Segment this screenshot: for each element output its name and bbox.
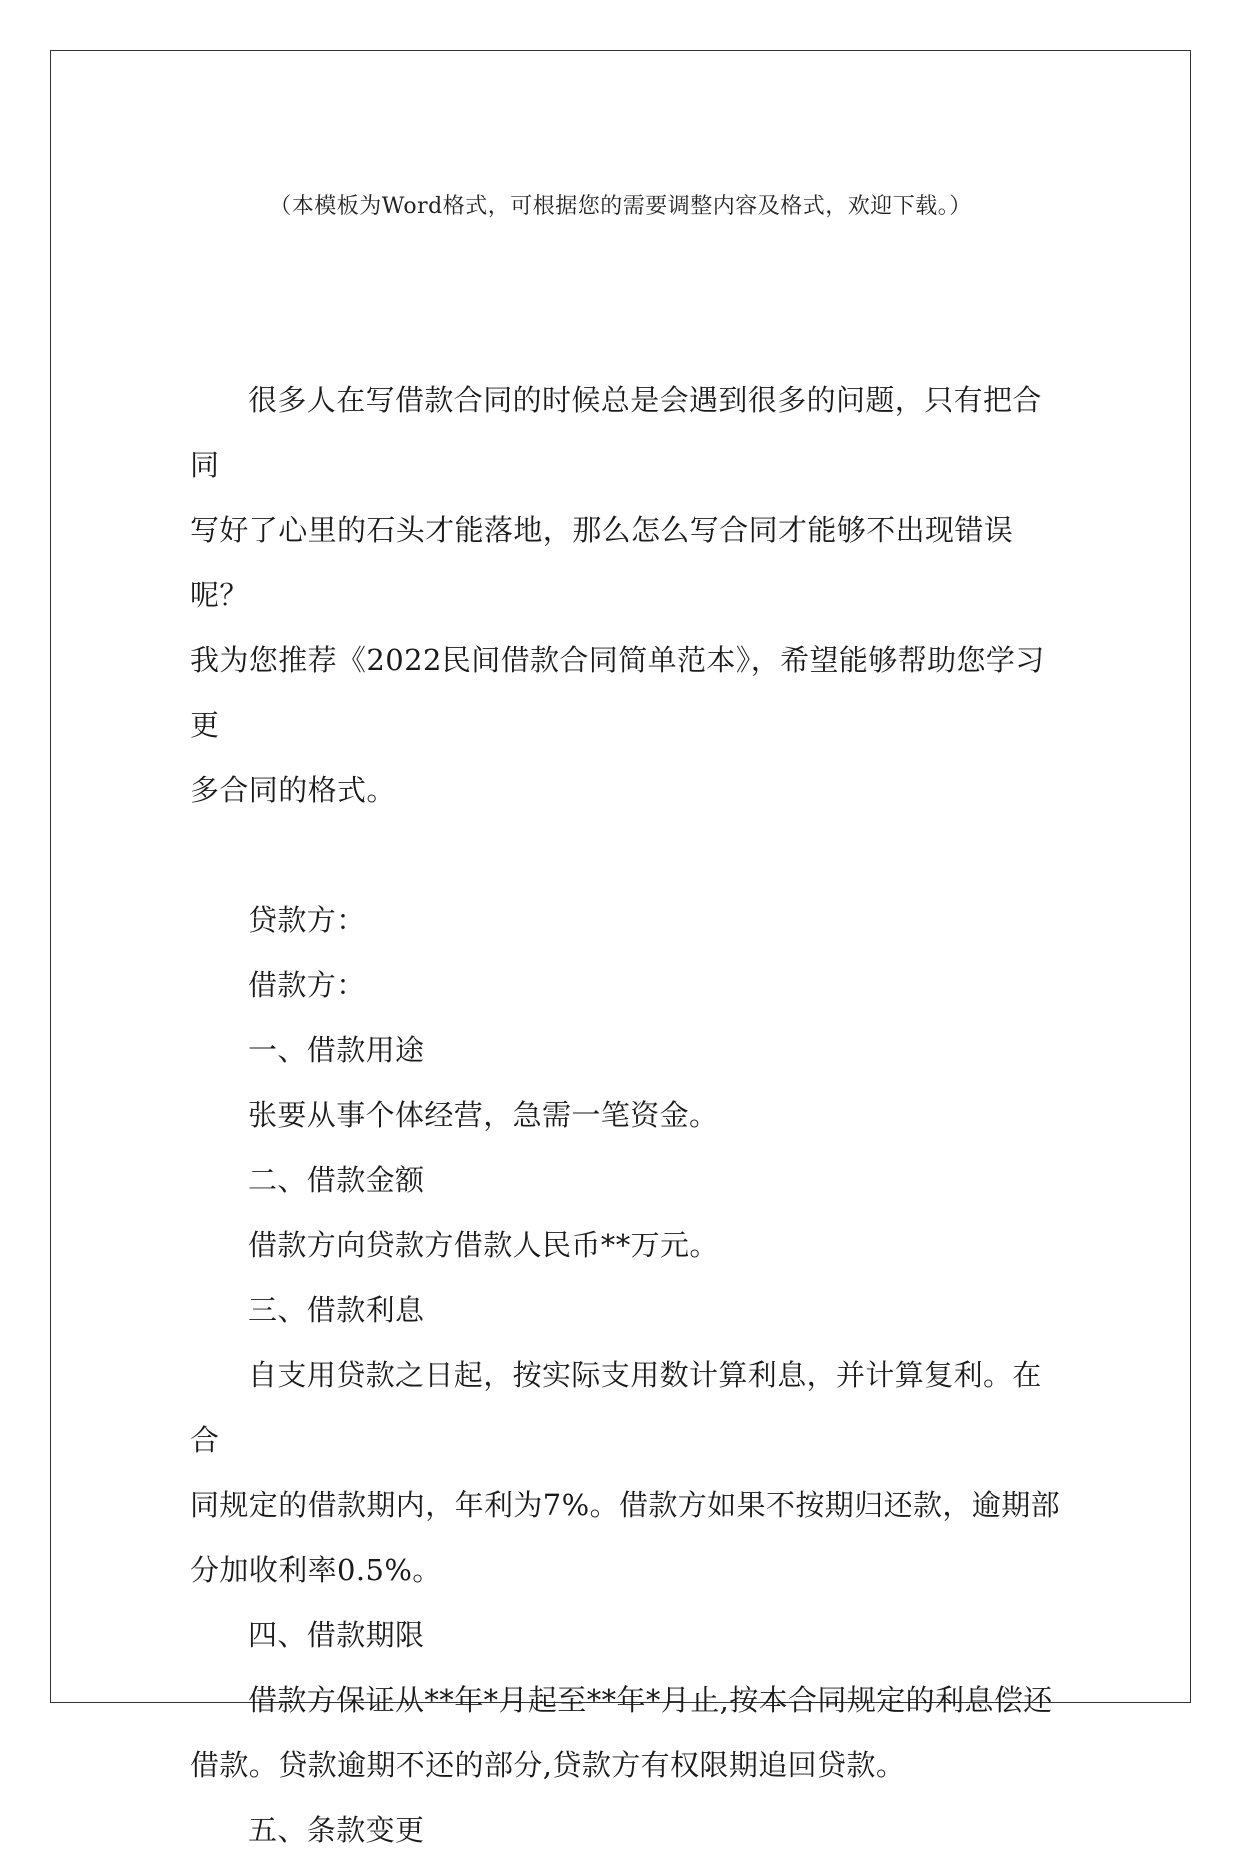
- term-line-2: 借款。贷款逾期不还的部分,贷款方有权限期追回贷款。: [190, 1748, 906, 1782]
- section-body-amount: 借款方向贷款方借款人民币**万元。: [248, 1228, 719, 1262]
- document-body: [190, 368, 1060, 1863]
- section-body-purpose: 张要从事个体经营，急需一笔资金。: [248, 1098, 719, 1132]
- lender-label: 贷款方：: [248, 903, 366, 937]
- intro-line-4: 多合同的格式。: [190, 773, 396, 807]
- interest-line-1: 自支用贷款之日起，按实际支用数计算利息，并计算复利。在合: [190, 1358, 1042, 1457]
- intro-line-2: 写好了心里的石头才能落地，那么怎么写合同才能够不出现错误呢？: [190, 513, 1014, 612]
- intro-line-1: 很多人在写借款合同的时候总是会遇到很多的问题，只有把合同: [190, 383, 1042, 482]
- section-title-amount: 二、借款金额: [248, 1163, 425, 1197]
- term-line-1: 借款方保证从**年*月起至**年*月止,按本合同规定的利息偿还: [248, 1683, 1053, 1717]
- section-title-term: 四、借款期限: [248, 1618, 425, 1652]
- borrower-label: 借款方：: [248, 968, 366, 1002]
- section-title-purpose: 一、借款用途: [248, 1033, 425, 1067]
- section-title-change: 五、条款变更: [248, 1813, 425, 1847]
- interest-line-2: 同规定的借款期内，年利为7%。借款方如果不按期归还款，逾期部: [190, 1488, 1061, 1522]
- intro-line-3: 我为您推荐《2022民间借款合同简单范本》，希望能够帮助您学习更: [190, 643, 1045, 742]
- section-title-interest: 三、借款利息: [248, 1293, 425, 1327]
- interest-line-3: 分加收利率0.5%。: [190, 1553, 442, 1587]
- template-note: （本模板为Word格式，可根据您的需要调整内容及格式，欢迎下载。）: [269, 194, 972, 219]
